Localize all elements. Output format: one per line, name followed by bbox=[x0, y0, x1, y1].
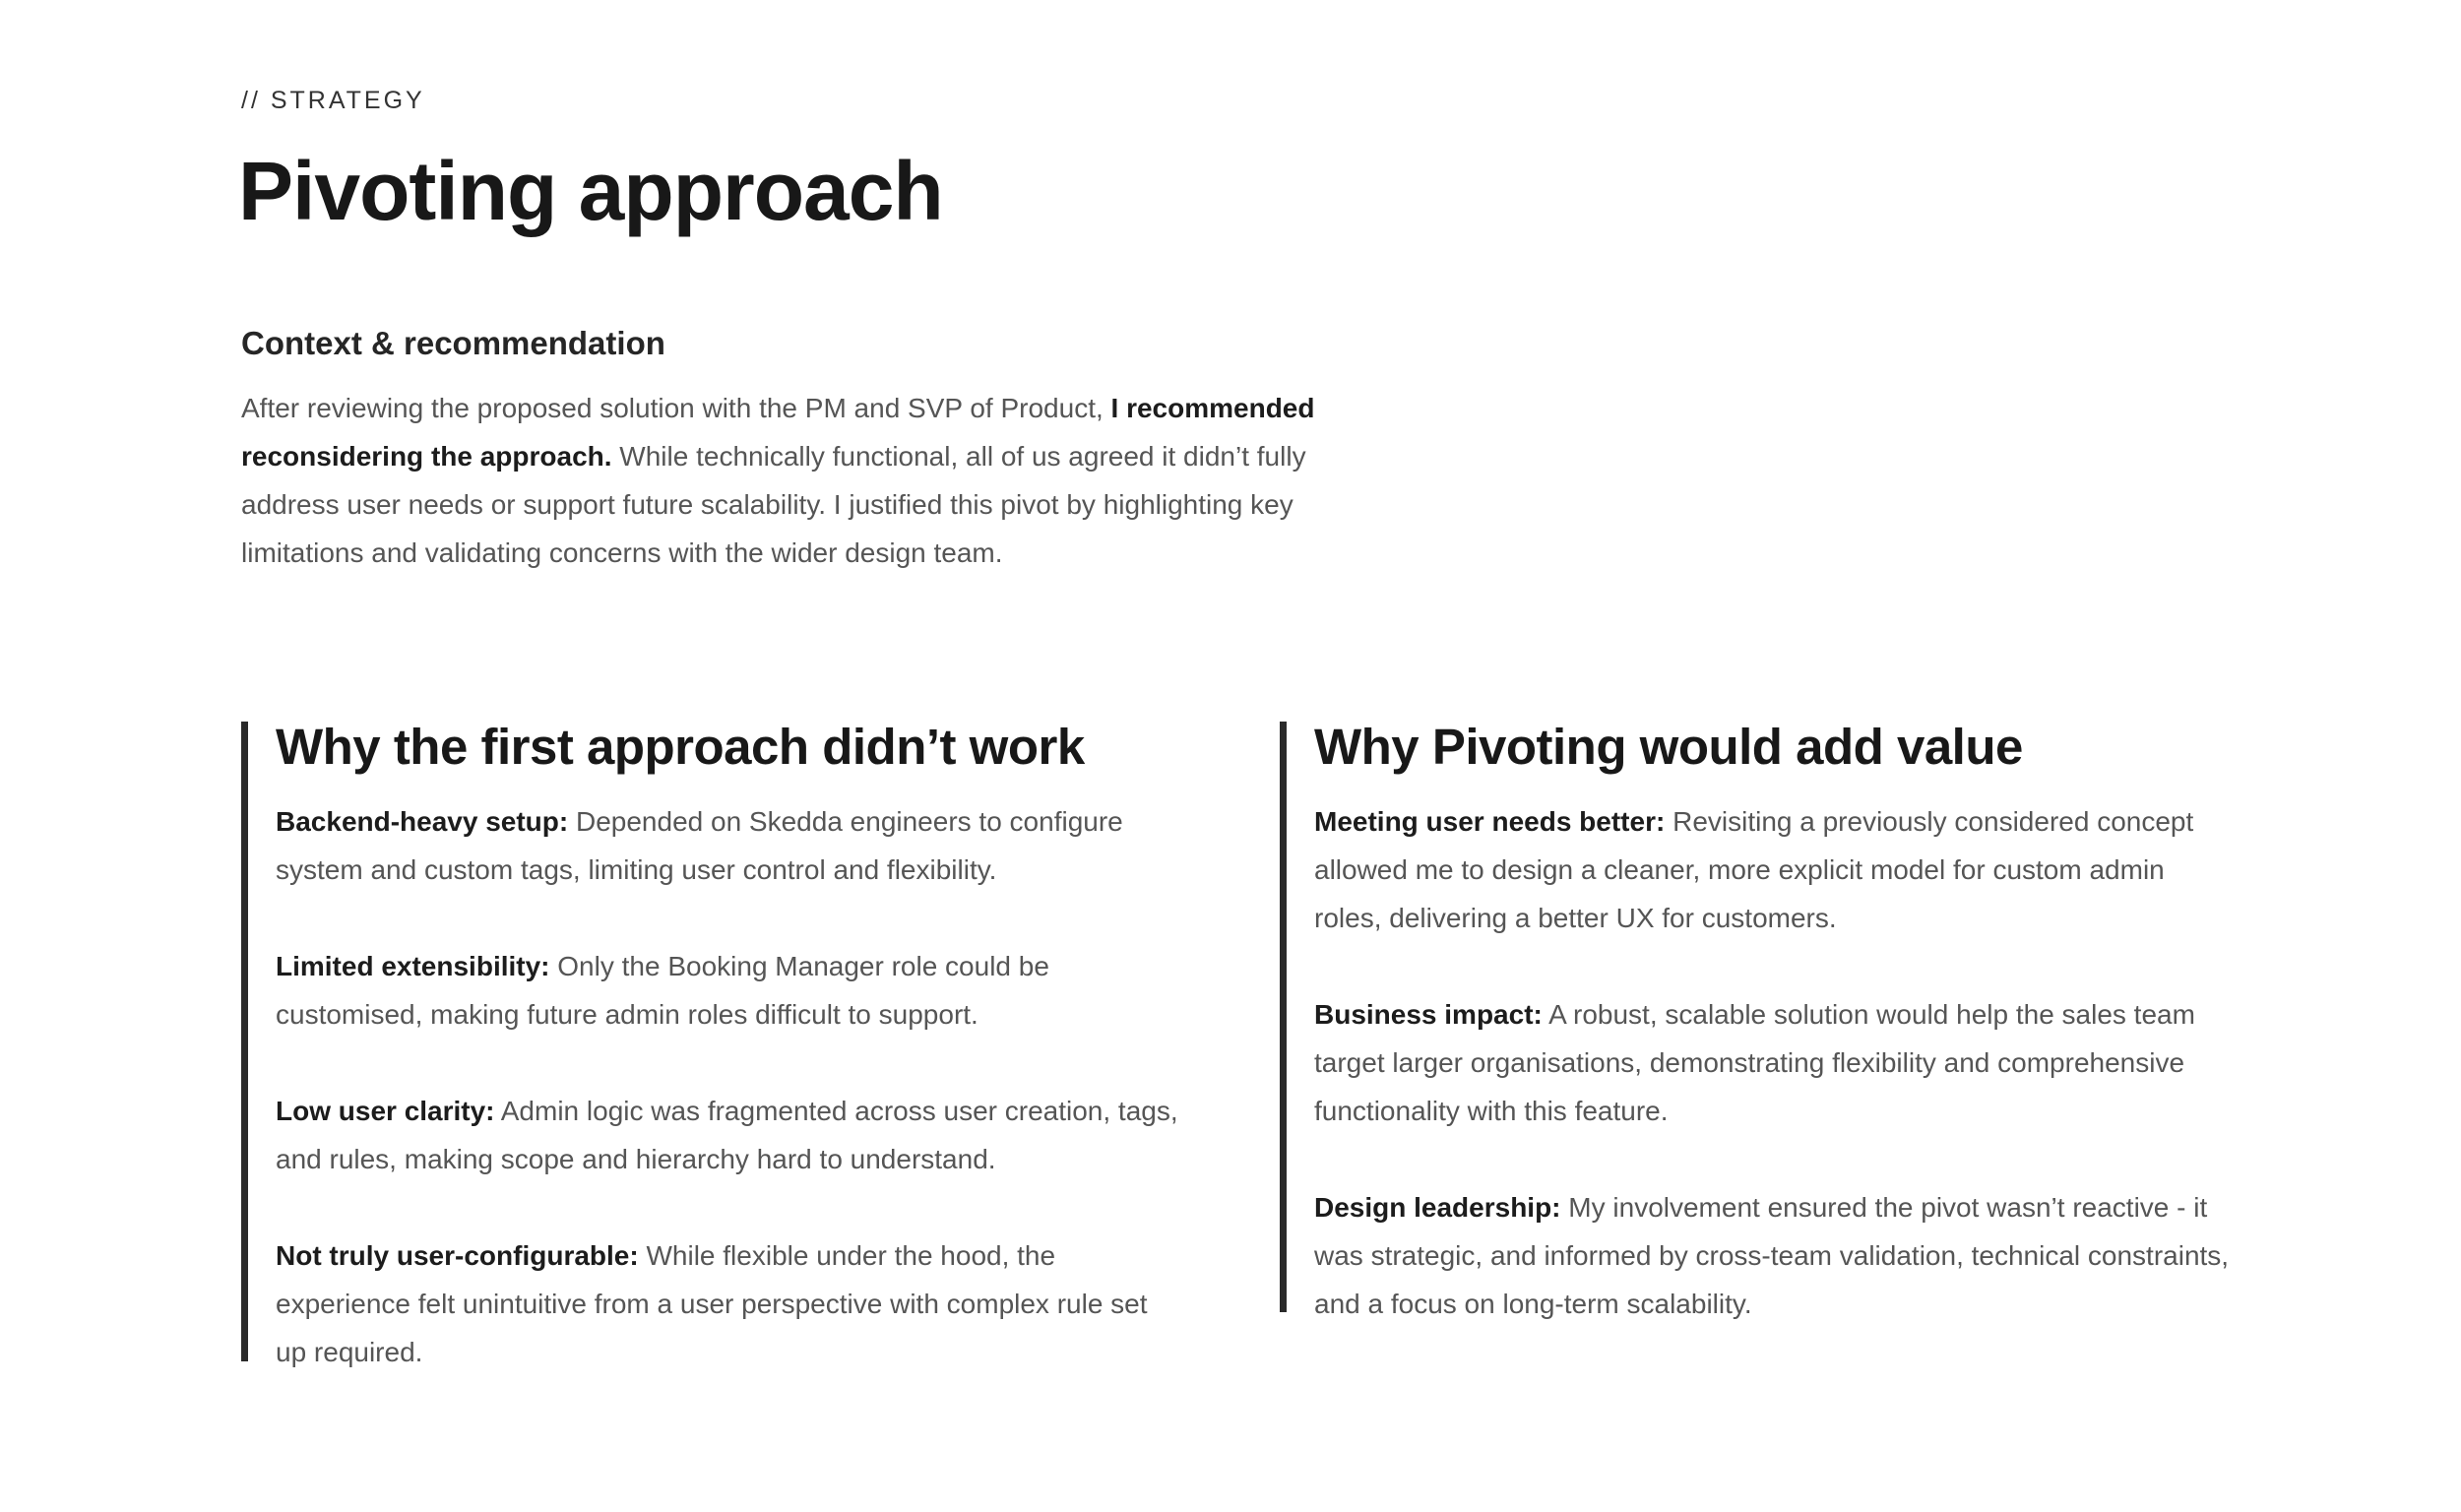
item-text: While flexible under the hood, the experience felt unintuitive from a user perspective with complex rule set up required. bbox=[276, 1240, 1148, 1367]
item-label: Business impact: bbox=[1314, 999, 1543, 1030]
pivot-value-heading: Why Pivoting would add value bbox=[1314, 719, 2023, 775]
item-text: Depended on Skedda engineers to configure system and custom tags, limiting user control and flexibility. bbox=[276, 806, 1123, 885]
section-eyebrow: // STRATEGY bbox=[241, 87, 425, 114]
item-label: Backend-heavy setup: bbox=[276, 806, 569, 837]
item-text: Only the Booking Manager role could be customised, making future admin roles difficult to support. bbox=[276, 951, 1049, 1030]
context-block bbox=[241, 325, 1354, 577]
list-item bbox=[276, 1087, 1181, 1183]
item-label: Design leadership: bbox=[1314, 1192, 1561, 1223]
item-label: Limited extensibility: bbox=[276, 951, 550, 981]
item-label: Low user clarity: bbox=[276, 1096, 495, 1126]
context-text-before: After reviewing the proposed solution with the PM and SVP of Product, bbox=[241, 393, 1111, 423]
list-item bbox=[1314, 1183, 2230, 1328]
context-paragraph bbox=[241, 384, 1354, 577]
list-item bbox=[276, 1231, 1181, 1376]
item-text: Revisiting a previously considered concept allowed me to design a cleaner, more explicit model for custom admin roles, delivering a better UX for customers. bbox=[1314, 806, 2194, 933]
context-text-bold: I recommended reconsidering the approach. bbox=[241, 393, 1315, 472]
first-approach-column bbox=[241, 719, 1181, 1367]
list-item bbox=[276, 797, 1181, 894]
pivot-value-list bbox=[1314, 797, 2230, 1328]
context-heading: Context & recommendation bbox=[241, 325, 665, 361]
list-item bbox=[1314, 990, 2230, 1135]
item-text: Admin logic was fragmented across user creation, tags, and rules, making scope and hierarchy hard to understand. bbox=[276, 1096, 1178, 1174]
first-approach-heading: Why the first approach didn’t work bbox=[276, 719, 1085, 775]
page-title: Pivoting approach bbox=[238, 145, 943, 237]
item-text: A robust, scalable solution would help the sales team target larger organisations, demonstrating flexibility and comprehensive functionality with this feature. bbox=[1314, 999, 2195, 1126]
item-label: Not truly user-configurable: bbox=[276, 1240, 639, 1271]
list-item bbox=[1314, 797, 2230, 942]
item-text: My involvement ensured the pivot wasn’t reactive - it was strategic, and informed by cross-team validation, technical constraints, and a focus on long-term scalability. bbox=[1314, 1192, 2230, 1319]
item-label: Meeting user needs better: bbox=[1314, 806, 1666, 837]
context-text-after: While technically functional, all of us agreed it didn’t fully address user needs or support future scalability. I justified this pivot by highlighting key limitations and validating concerns with the wider design team. bbox=[241, 441, 1306, 568]
first-approach-list bbox=[276, 797, 1181, 1376]
list-item bbox=[276, 942, 1181, 1039]
pivot-value-column bbox=[1280, 719, 2230, 1319]
